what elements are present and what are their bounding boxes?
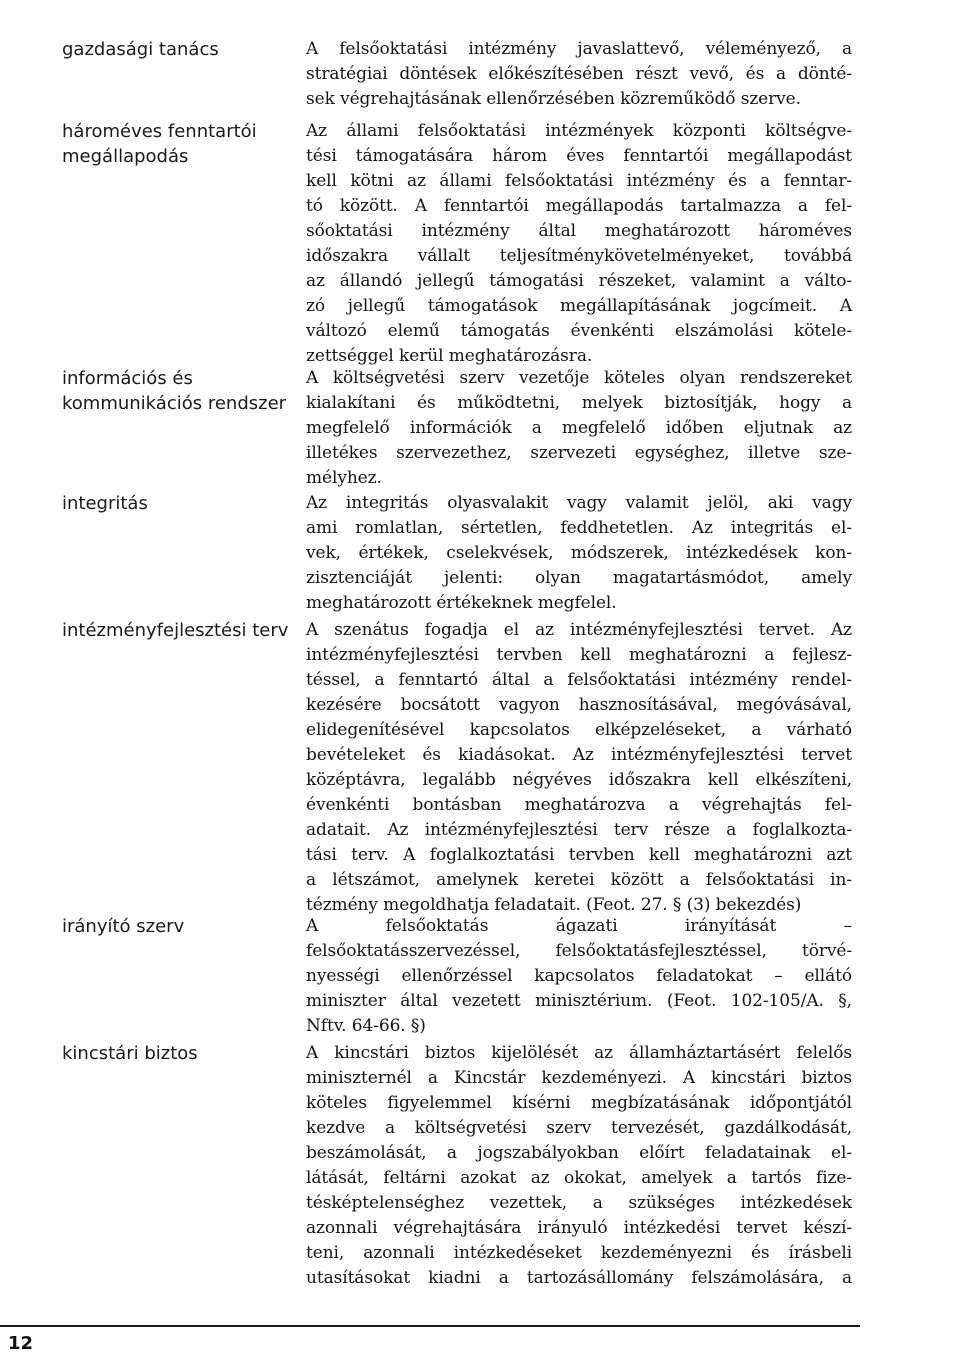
definition-line: tési támogatására három éves fenntartói megállapodást <box>306 146 852 166</box>
definition-line: sek végrehajtásának ellenőrzésében közreműködő szerve. <box>306 89 801 109</box>
term-label: kincstári biztos <box>62 1043 198 1064</box>
definition-line: téssel, a fenntartó által a felsőoktatási intézmény rendel- <box>306 670 852 690</box>
definition-line: tésképtelenséghez vezettek, a szükséges intézkedések <box>306 1193 852 1213</box>
definition-line: kell kötni az állami felsőoktatási intézmény és a fenntar- <box>306 171 852 191</box>
definition-line: utasításokat kiadni a tartozásállomány felszámolására, a <box>306 1268 852 1288</box>
definition-line: tézmény megoldhatja feladatait. (Feot. 27. § (3) bekezdés) <box>306 895 802 915</box>
term-label: integritás <box>62 493 148 514</box>
definition-line: A felsőoktatás ágazati irányítását – <box>306 916 852 936</box>
definition-line: meghatározott értékeknek megfelel. <box>306 593 617 613</box>
definition-line: stratégiai döntések előkészítésében részt vevő, és a dönté- <box>306 64 852 84</box>
definition-line: Az állami felsőoktatási intézmények központi költségve- <box>306 121 852 141</box>
definition-line: zettséggel kerül meghatározásra. <box>306 346 593 366</box>
definition-line: köteles figyelemmel kísérni megbízatásának időpontjától <box>306 1093 852 1113</box>
definition-line: Nftv. 64-66. §) <box>306 1016 426 1036</box>
definition-line: Az integritás olyasvalakit vagy valamit jelöl, aki vagy <box>306 493 852 513</box>
definition-line: ami romlatlan, sértetlen, feddhetetlen. Az integritás el- <box>306 518 852 538</box>
definition-line: intézményfejlesztési tervben kell meghatározni a fejlesz- <box>306 645 852 665</box>
definition-line: tási terv. A foglalkoztatási tervben kell meghatározni azt <box>306 845 852 865</box>
definition-line: kialakítani és működtetni, melyek biztosítják, hogy a <box>306 393 852 413</box>
footer-divider <box>0 1325 860 1327</box>
definition-line: kezésére bocsátott vagyon hasznosításával, megóvásával, <box>306 695 852 715</box>
definition-line: illetékes szervezethez, szervezeti egységhez, illetve sze- <box>306 443 852 463</box>
definition-line: beszámolását, a jogszabályokban előírt feladatainak el- <box>306 1143 852 1163</box>
definition-line: a létszámot, amelynek keretei között a felsőoktatási in- <box>306 870 852 890</box>
definition-line: vek, értékek, cselekvések, módszerek, intézkedések kon- <box>306 543 852 563</box>
definition-line: látását, feltárni azokat az okokat, amelyek a tartós fize- <box>306 1168 852 1188</box>
definition-line: zisztenciáját jelenti: olyan magatartásmódot, amely <box>306 568 852 588</box>
definition-text <box>306 491 852 616</box>
definition-line: középtávra, legalább négyéves időszakra kell elkészíteni, <box>306 770 852 790</box>
definition-line: felsőoktatásszervezéssel, felsőoktatásfejlesztéssel, törvé- <box>306 941 852 961</box>
term-label: gazdasági tanács <box>62 39 219 60</box>
definition-line: zó jellegű támogatások megállapításának jogcímeit. A <box>306 296 852 316</box>
definition-line: A szenátus fogadja el az intézményfejlesztési tervet. Az <box>306 620 852 640</box>
definition-line: adatait. Az intézményfejlesztési terv része a foglalkozta- <box>306 820 852 840</box>
page-number: 12 <box>8 1333 34 1354</box>
term-label: hároméves fenntartói megállapodás <box>62 121 257 167</box>
definition-line: évenkénti bontásban meghatározva a végrehajtás fel- <box>306 795 852 815</box>
definition-line: sőoktatási intézmény által meghatározott hároméves <box>306 221 852 241</box>
definition-line: azonnali végrehajtására irányuló intézkedési tervet készí- <box>306 1218 852 1238</box>
definition-text <box>306 366 852 491</box>
definition-line: teni, azonnali intézkedéseket kezdeményezni és írásbeli <box>306 1243 852 1263</box>
definition-line: tó között. A fenntartói megállapodás tartalmazza a fel- <box>306 196 852 216</box>
definition-line: A kincstári biztos kijelölését az államháztartásért felelős <box>306 1043 852 1063</box>
definition-text <box>306 914 852 1039</box>
term-label: intézményfejlesztési terv <box>62 620 289 641</box>
definition-line: megfelelő információk a megfelelő időben eljutnak az <box>306 418 852 438</box>
definition-line: miniszter által vezetett minisztérium. (Feot. 102-105/A. §, <box>306 991 852 1011</box>
definition-text <box>306 618 852 918</box>
term-label: információs és kommunikációs rendszer <box>62 368 287 414</box>
definition-line: kezdve a költségvetési szerv tervezését, gazdálkodását, <box>306 1118 852 1138</box>
definition-text <box>306 1041 852 1291</box>
definition-line: az állandó jellegű támogatási részeket, valamint a válto- <box>306 271 852 291</box>
definition-line: nyességi ellenőrzéssel kapcsolatos feladatokat – ellátó <box>306 966 852 986</box>
definition-line: elidegenítésével kapcsolatos elképzeléseket, a várható <box>306 720 852 740</box>
definition-line: bevételeket és kiadásokat. Az intézményfejlesztési tervet <box>306 745 852 765</box>
definition-line: változó elemű támogatás évenkénti elszámolási kötele- <box>306 321 852 341</box>
definition-line: mélyhez. <box>306 468 382 488</box>
definition-line: A felsőoktatási intézmény javaslattevő, véleményező, a <box>306 39 852 59</box>
definition-text <box>306 119 852 369</box>
term-label: irányító szerv <box>62 916 185 937</box>
definition-text <box>306 37 852 112</box>
definition-line: időszakra vállalt teljesítménykövetelményeket, továbbá <box>306 246 852 266</box>
definition-line: A költségvetési szerv vezetője köteles olyan rendszereket <box>306 368 852 388</box>
definition-line: miniszternél a Kincstár kezdeményezi. A kincstári biztos <box>306 1068 852 1088</box>
